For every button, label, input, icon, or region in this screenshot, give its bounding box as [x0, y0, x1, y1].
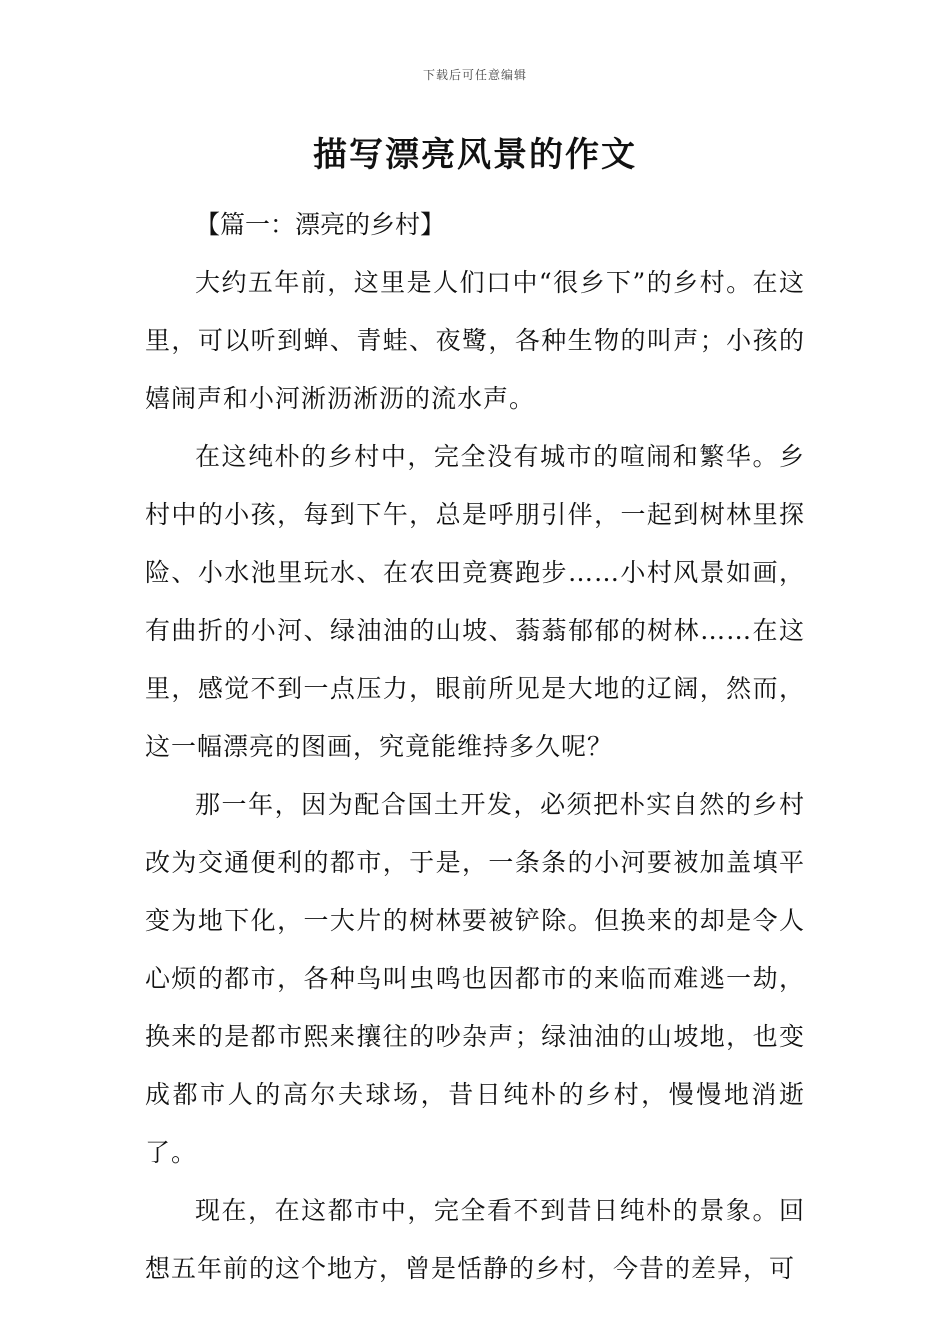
paragraph-4: 现在，在这都市中，完全看不到昔日纯朴的景象。回想五年前的这个地方，曾是恬静的乡村，今昔的差异，可: [145, 1196, 805, 1283]
paragraph-3: 那一年，因为配合国土开发，必须把朴实自然的乡村改为交通便利的都市，于是，一条条的小河要被加盖填平变为地下化，一大片的树林要被铲除。但换来的却是令人心烦的都市，各种鸟叫虫鸣也因都市的来临而难逃一劫，换来的是都市熙来攘往的吵杂声；绿油油的山坡地，也变成都市人的高尔夫球场，昔日纯朴的乡村，慢慢地消逝了。: [145, 790, 805, 1167]
header-note: 下载后可任意编辑: [422, 68, 527, 82]
paragraph-1: 大约五年前，这里是人们口中“很乡下”的乡村。在这里，可以听到蝉、青蛙、夜鹭，各种生物的叫声；小孩的嬉闹声和小河淅沥淅沥的流水声。: [145, 268, 805, 413]
section-heading: 【篇一：漂亮的乡村】: [195, 210, 446, 239]
document-title: 描写漂亮风景的作文: [313, 135, 637, 175]
paragraph-2: 在这纯朴的乡村中，完全没有城市的喧闹和繁华。乡村中的小孩，每到下午，总是呼朋引伴，一起到树林里探险、小水池里玩水、在农田竞赛跑步……小村风景如画，有曲折的小河、绿油油的山坡、蓊蓊郁郁的树林……在这里，感觉不到一点压力，眼前所见是大地的辽阔，然而，这一幅漂亮的图画，究竟能维持多久呢？: [145, 442, 805, 761]
document-body: [145, 196, 805, 1298]
